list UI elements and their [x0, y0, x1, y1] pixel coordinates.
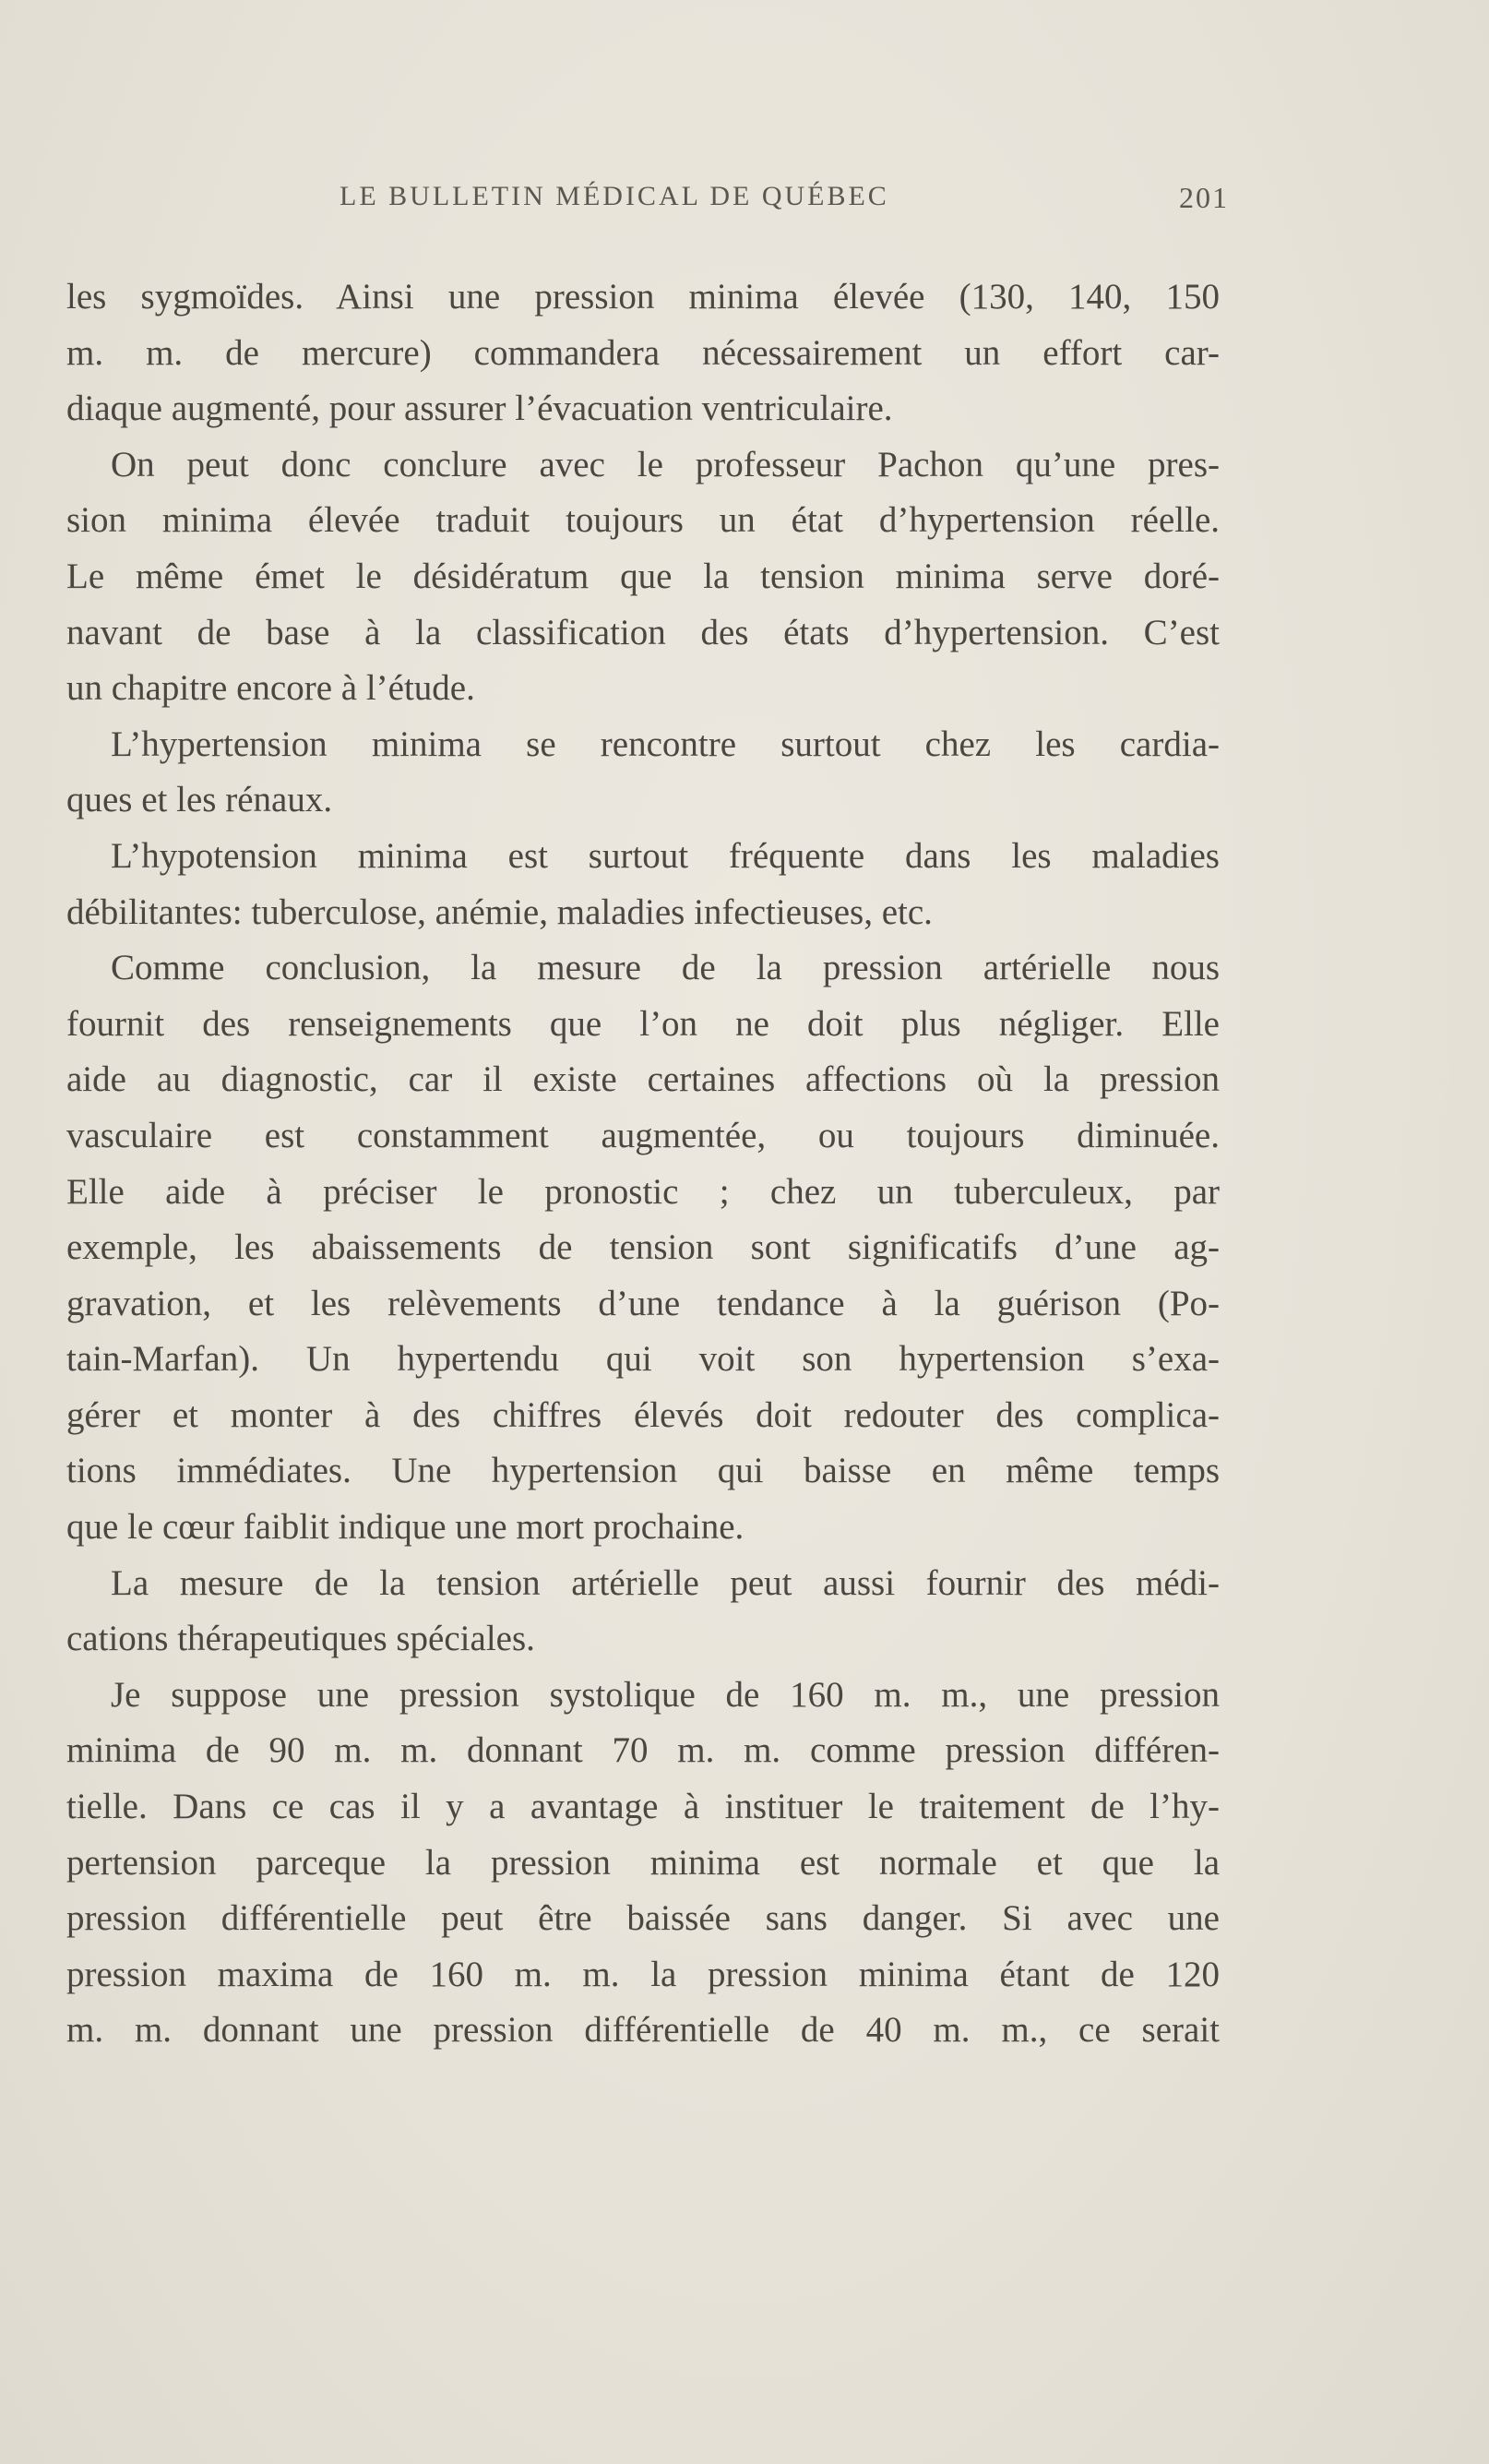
text-line: m. m. de mercure) commandera nécessairement un effort car-	[66, 332, 1220, 373]
text-line: ques et les rénaux.	[66, 780, 333, 820]
text-line: L’hypotension minima est surtout fréquente dans les maladies	[111, 835, 1220, 876]
text-line: pression maxima de 160 m. m. la pression minima étant de 120	[66, 1954, 1220, 1994]
text-line: Comme conclusion, la mesure de la pression artérielle nous	[111, 948, 1220, 988]
text-line: sion minima élevée traduit toujours un état d’hypertension réelle.	[66, 500, 1220, 541]
text-line: On peut donc conclure avec le professeur Pachon qu’une pres-	[111, 444, 1220, 484]
text-line: tielle. Dans ce cas il y a avantage à instituer le traitement de l’hy-	[66, 1787, 1220, 1827]
text-line: exemple, les abaissements de tension sont significatifs d’une ag-	[66, 1227, 1220, 1268]
text-line: tions immédiates. Une hypertension qui baisse en même temps	[66, 1451, 1220, 1491]
text-line: tain-Marfan). Un hypertendu qui voit son hypertension s’exa-	[66, 1339, 1220, 1380]
text-line: gérer et monter à des chiffres élevés doit redouter des complica-	[66, 1394, 1220, 1435]
text-line: m. m. donnant une pression différentielle de 40 m. m., ce serait	[66, 2010, 1220, 2051]
text-line: un chapitre encore à l’étude.	[66, 668, 475, 709]
text-line: Elle aide à préciser le pronostic ; chez un tuberculeux, par	[66, 1171, 1220, 1212]
running-head	[65, 181, 1229, 218]
text-line: L’hypertension minima se rencontre surtout chez les cardia-	[111, 724, 1220, 764]
text-line: diaque augmenté, pour assurer l’évacuation ventriculaire.	[66, 389, 893, 429]
text-line: minima de 90 m. m. donnant 70 m. m. comme pression différen-	[66, 1730, 1220, 1771]
text-line: les sygmoïdes. Ainsi une pression minima élevée (130, 140, 150	[66, 277, 1220, 317]
text-line: Le même émet le désidératum que la tension minima serve doré-	[66, 556, 1220, 596]
body-text	[66, 269, 1220, 2059]
page-number: 201	[1179, 181, 1229, 214]
text-line: navant de base à la classification des états d’hypertension. C’est	[66, 612, 1220, 652]
text-line: aide au diagnostic, car il existe certaines affections où la pression	[66, 1059, 1220, 1100]
text-line: La mesure de la tension artérielle peut aussi fournir des médi-	[111, 1562, 1220, 1603]
text-line: vasculaire est constamment augmentée, ou toujours diminuée.	[66, 1115, 1220, 1155]
text-line: fournit des renseignements que l’on ne doit plus négliger. Elle	[66, 1003, 1220, 1044]
running-title: LE BULLETIN MÉDICAL DE QUÉBEC	[339, 181, 889, 211]
text-line: pression différentielle peut être baissée sans danger. Si avec une	[66, 1898, 1220, 1939]
text-line: cations thérapeutiques spéciales.	[66, 1619, 535, 1659]
text-line: débilitantes: tuberculose, anémie, maladies infectieuses, etc.	[66, 891, 933, 932]
text-line: gravation, et les relèvements d’une tendance à la guérison (Po-	[66, 1283, 1220, 1323]
text-line: pertension parceque la pression minima est normale et que la	[66, 1842, 1220, 1883]
text-line: que le cœur faiblit indique une mort prochaine.	[66, 1507, 744, 1548]
text-line: Je suppose une pression systolique de 160 m. m., une pression	[111, 1674, 1220, 1715]
